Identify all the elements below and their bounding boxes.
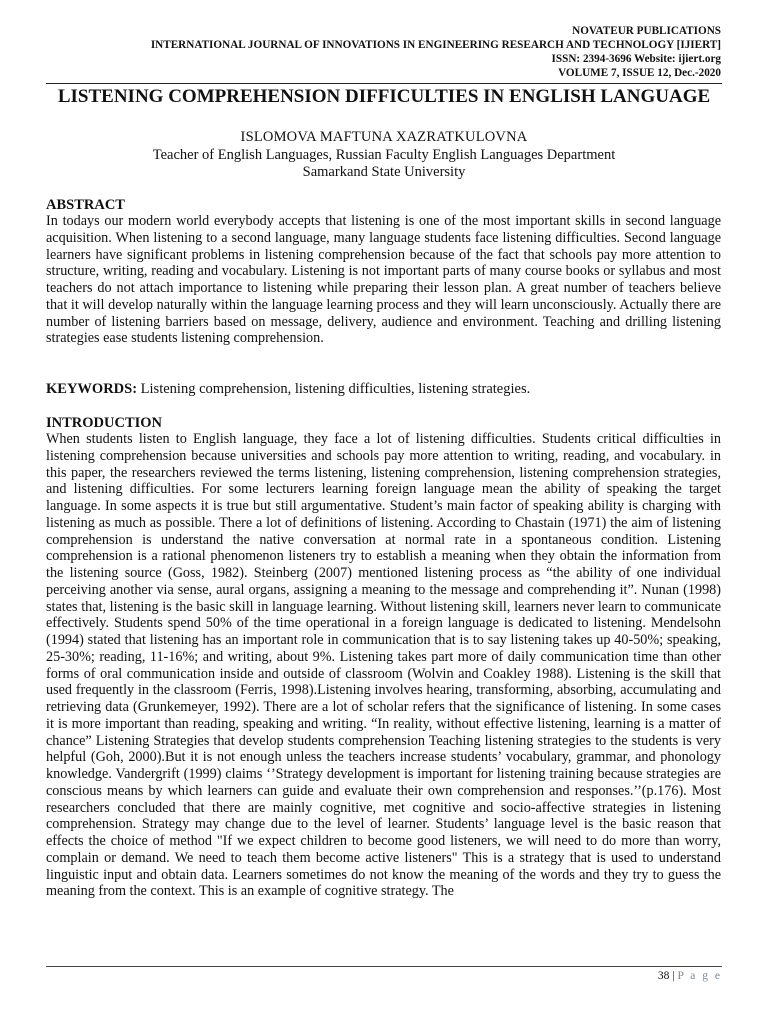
author-name: ISLOMOVA MAFTUNA XAZRATKULOVNA	[240, 129, 528, 145]
page-footer	[658, 969, 722, 983]
introduction-heading: INTRODUCTION	[46, 415, 163, 431]
introduction-text: When students listen to English language, they face a lot of listening difficulties. Students critical difficulties in listening comprehension because universities and schools pay more attention to writing, reading, and vocabulary. in this paper, the researchers reviewed the terms listening, listening comprehension, listening comprehension strategies, and listening difficulties. For some lecturers learning foreign language mean the ability of speaking the target language. In some aspects it is true but still argumentative. Student’s main factor of speaking ability is charging with listening as much as possible. There a lot of definitions of listening. According to Chastain (1971) the aim of listening comprehension is understand the native conversation at normal rate in a spontaneous condition. Listening comprehension is a rational phenomenon listeners try to establish a meaning when they obtain the information from the listening source (Goss, 1982). Steinberg (2007) mentioned listening process as “the ability of one individual perceiving another via sense, aural organs, assigning a meaning to the message and comprehending it”. Nunan (1998) states that, listening is the basic skill in language learning. Without listening skill, learners never learn to communicate effectively. Students spend 50% of the time operational in a foreign language is dedicated to listening. Mendelsohn (1994) stated that listening has an important role in communication that is to say listening takes up 40-50%; speaking, 25-30%; reading, 11-16%; and writing, about 9%. Listening takes part more of daily communication time than other forms of oral communication inside and outside of classroom (Wolvin and Coakley 1988). Listening is the skill that used frequently in the classroom (Ferris, 1998).Listening involves hearing, transforming, absorbing, accumulating and retrieving data (Grunkemeyer, 1992). There are a lot of scholar refers that the significance of listening. In some cases it is more important than reading, speaking and writing. “In reality, without effective listening, learning is a matter of chance” Listening Strategies that develop students comprehension Teaching listening strategies to the students is very helpful (Goh, 2000).But it is not enough unless the teachers increase students’ vocabulary, grammar, and phonology knowledge. Vandergrift (1999) claims ‘’Strategy development is important for listening training because strategies are conscious means by which learners can guide and evaluate their own comprehension and responses.’’(p.176). Most researchers concluded that there are mainly cognitive, met cognitive and socio-affective strategies in listening comprehension. Strategy may change due to the level of learner. Students’ language level is the basic reason that effects the choice of method "If we expect children to become good listeners, we will need to do more than worry, complain or demand. We need to teach them become active listeners" This is a strategy that is used to understand linguistic input and obtain data. Learners sometimes do not know the meaning of the words and they try to guess the meaning from the context. This is an example of cognitive strategy. The	[46, 431, 721, 900]
journal-name: INTERNATIONAL JOURNAL OF INNOVATIONS IN ENGINEERING RESEARCH AND TECHNOLOGY [IJIERT]	[150, 39, 721, 51]
volume-issue: VOLUME 7, ISSUE 12, Dec.-2020	[558, 67, 721, 79]
author-university: Samarkand State University	[302, 164, 466, 180]
keywords-line	[46, 381, 530, 398]
page-number: 38	[657, 970, 670, 982]
abstract-heading: ABSTRACT	[46, 197, 125, 213]
footer-divider	[46, 966, 722, 967]
abstract-text: In todays our modern world everybody accepts that listening is one of the most important skills in second language acquisition. When listening to a second language, many language students face listening difficulties. Second language learners have significant problems in listening comprehension because of the fact that schools pay more attention to structure, writing, reading and vocabulary. Listening is not important parts of many course books or syllabus and most teachers do not attach importance to listening while preparing their lesson plan. A great number of teachers believe that it will develop naturally within the language learning process and they will learn unconsciously. Actually there are number of listening barriers based on message, delivery, audience and environment. Teaching and drilling listening strategies ease students listening comprehension.	[46, 213, 721, 347]
keywords-text: Listening comprehension, listening difficulties, listening strategies.	[140, 381, 531, 397]
keywords-label: KEYWORDS:	[46, 381, 138, 397]
page-separator: |	[672, 970, 675, 982]
page-label: P a g e	[677, 970, 722, 982]
paper-title: LISTENING COMPREHENSION DIFFICULTIES IN ENGLISH LANGUAGE	[57, 86, 711, 107]
publisher-name: NOVATEUR PUBLICATIONS	[572, 25, 721, 37]
header-divider	[46, 83, 722, 84]
author-affiliation: Teacher of English Languages, Russian Faculty English Languages Department	[152, 147, 616, 163]
issn-website: ISSN: 2394-3696 Website: ijiert.org	[551, 53, 721, 65]
